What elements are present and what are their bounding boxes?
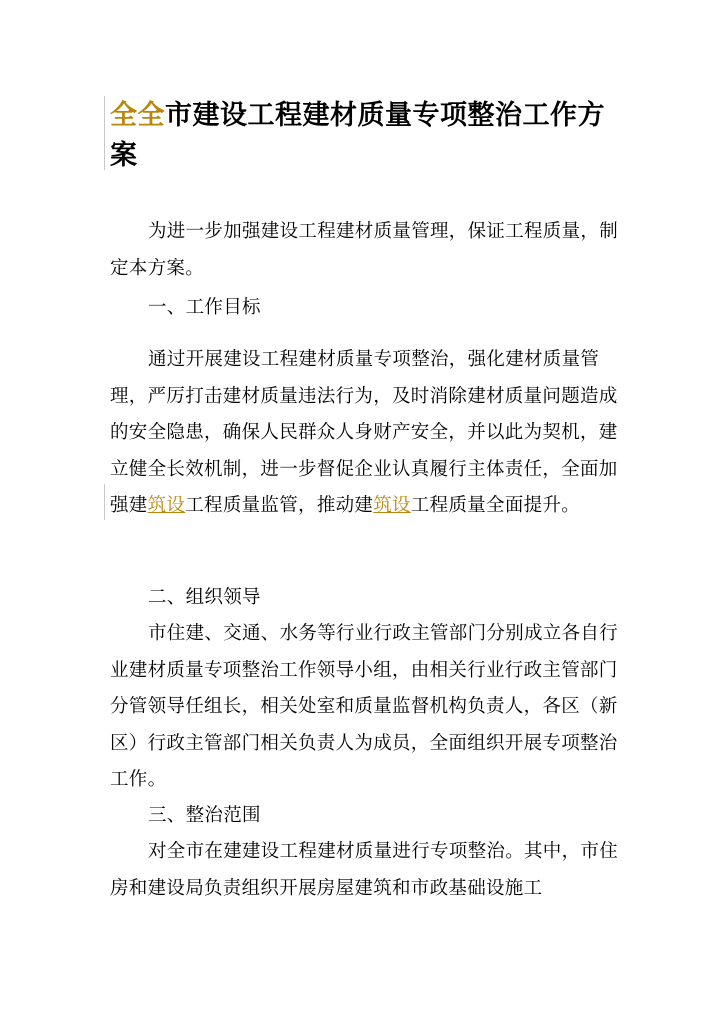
section-body-scope: 对全市在建建设工程建材质量进行专项整治。其中，市住房和建设局负责组织开展房屋建筑和市政基础设施工 [110, 841, 619, 899]
section-body-organization: 市住建、交通、水务等行业行政主管部门分别成立各自行业建材质量专项整治工作领导小组，由相关行业行政主管部门分管领导任组长，相关处室和质量监督机构负责人，各区（新区）行政主管部门相关负责人为成员，全面组织开展专项整治工作。 [110, 623, 619, 790]
title-text: 市建设工程建材质量专项整治工作方案 [110, 100, 605, 171]
section-heading-organization: 二、组织领导 [148, 587, 261, 608]
document-title [110, 96, 630, 176]
body-text: 通过开展建设工程建材质量专项整治，强化建材质量管理，严厉打击建材质量违法行为，及时消除建材质量问题造成的安全隐患，确保人民群众人身财产安全，并以此为契机，建立健全长效机制，进一步督促企业认真履行主体责任，全面加强建 [110, 349, 618, 516]
tracked-change-text: 筑设 [373, 495, 411, 516]
section-heading-scope: 三、整治范围 [148, 805, 261, 826]
intro-paragraph: 为进一步加强建设工程建材质量管理，保证工程质量，制定本方案。 [110, 221, 619, 279]
section-body-goals [110, 342, 634, 525]
margin-change-bar [104, 96, 105, 170]
margin-change-bar [104, 484, 105, 520]
body-text: 工程质量监管，推动建 [185, 495, 374, 516]
title-highlight: 全全 [110, 100, 165, 131]
section-heading-goals: 一、工作目标 [148, 297, 261, 318]
body-text: 工程质量全面提升。 [410, 495, 581, 516]
tracked-change-text: 筑设 [147, 495, 186, 516]
